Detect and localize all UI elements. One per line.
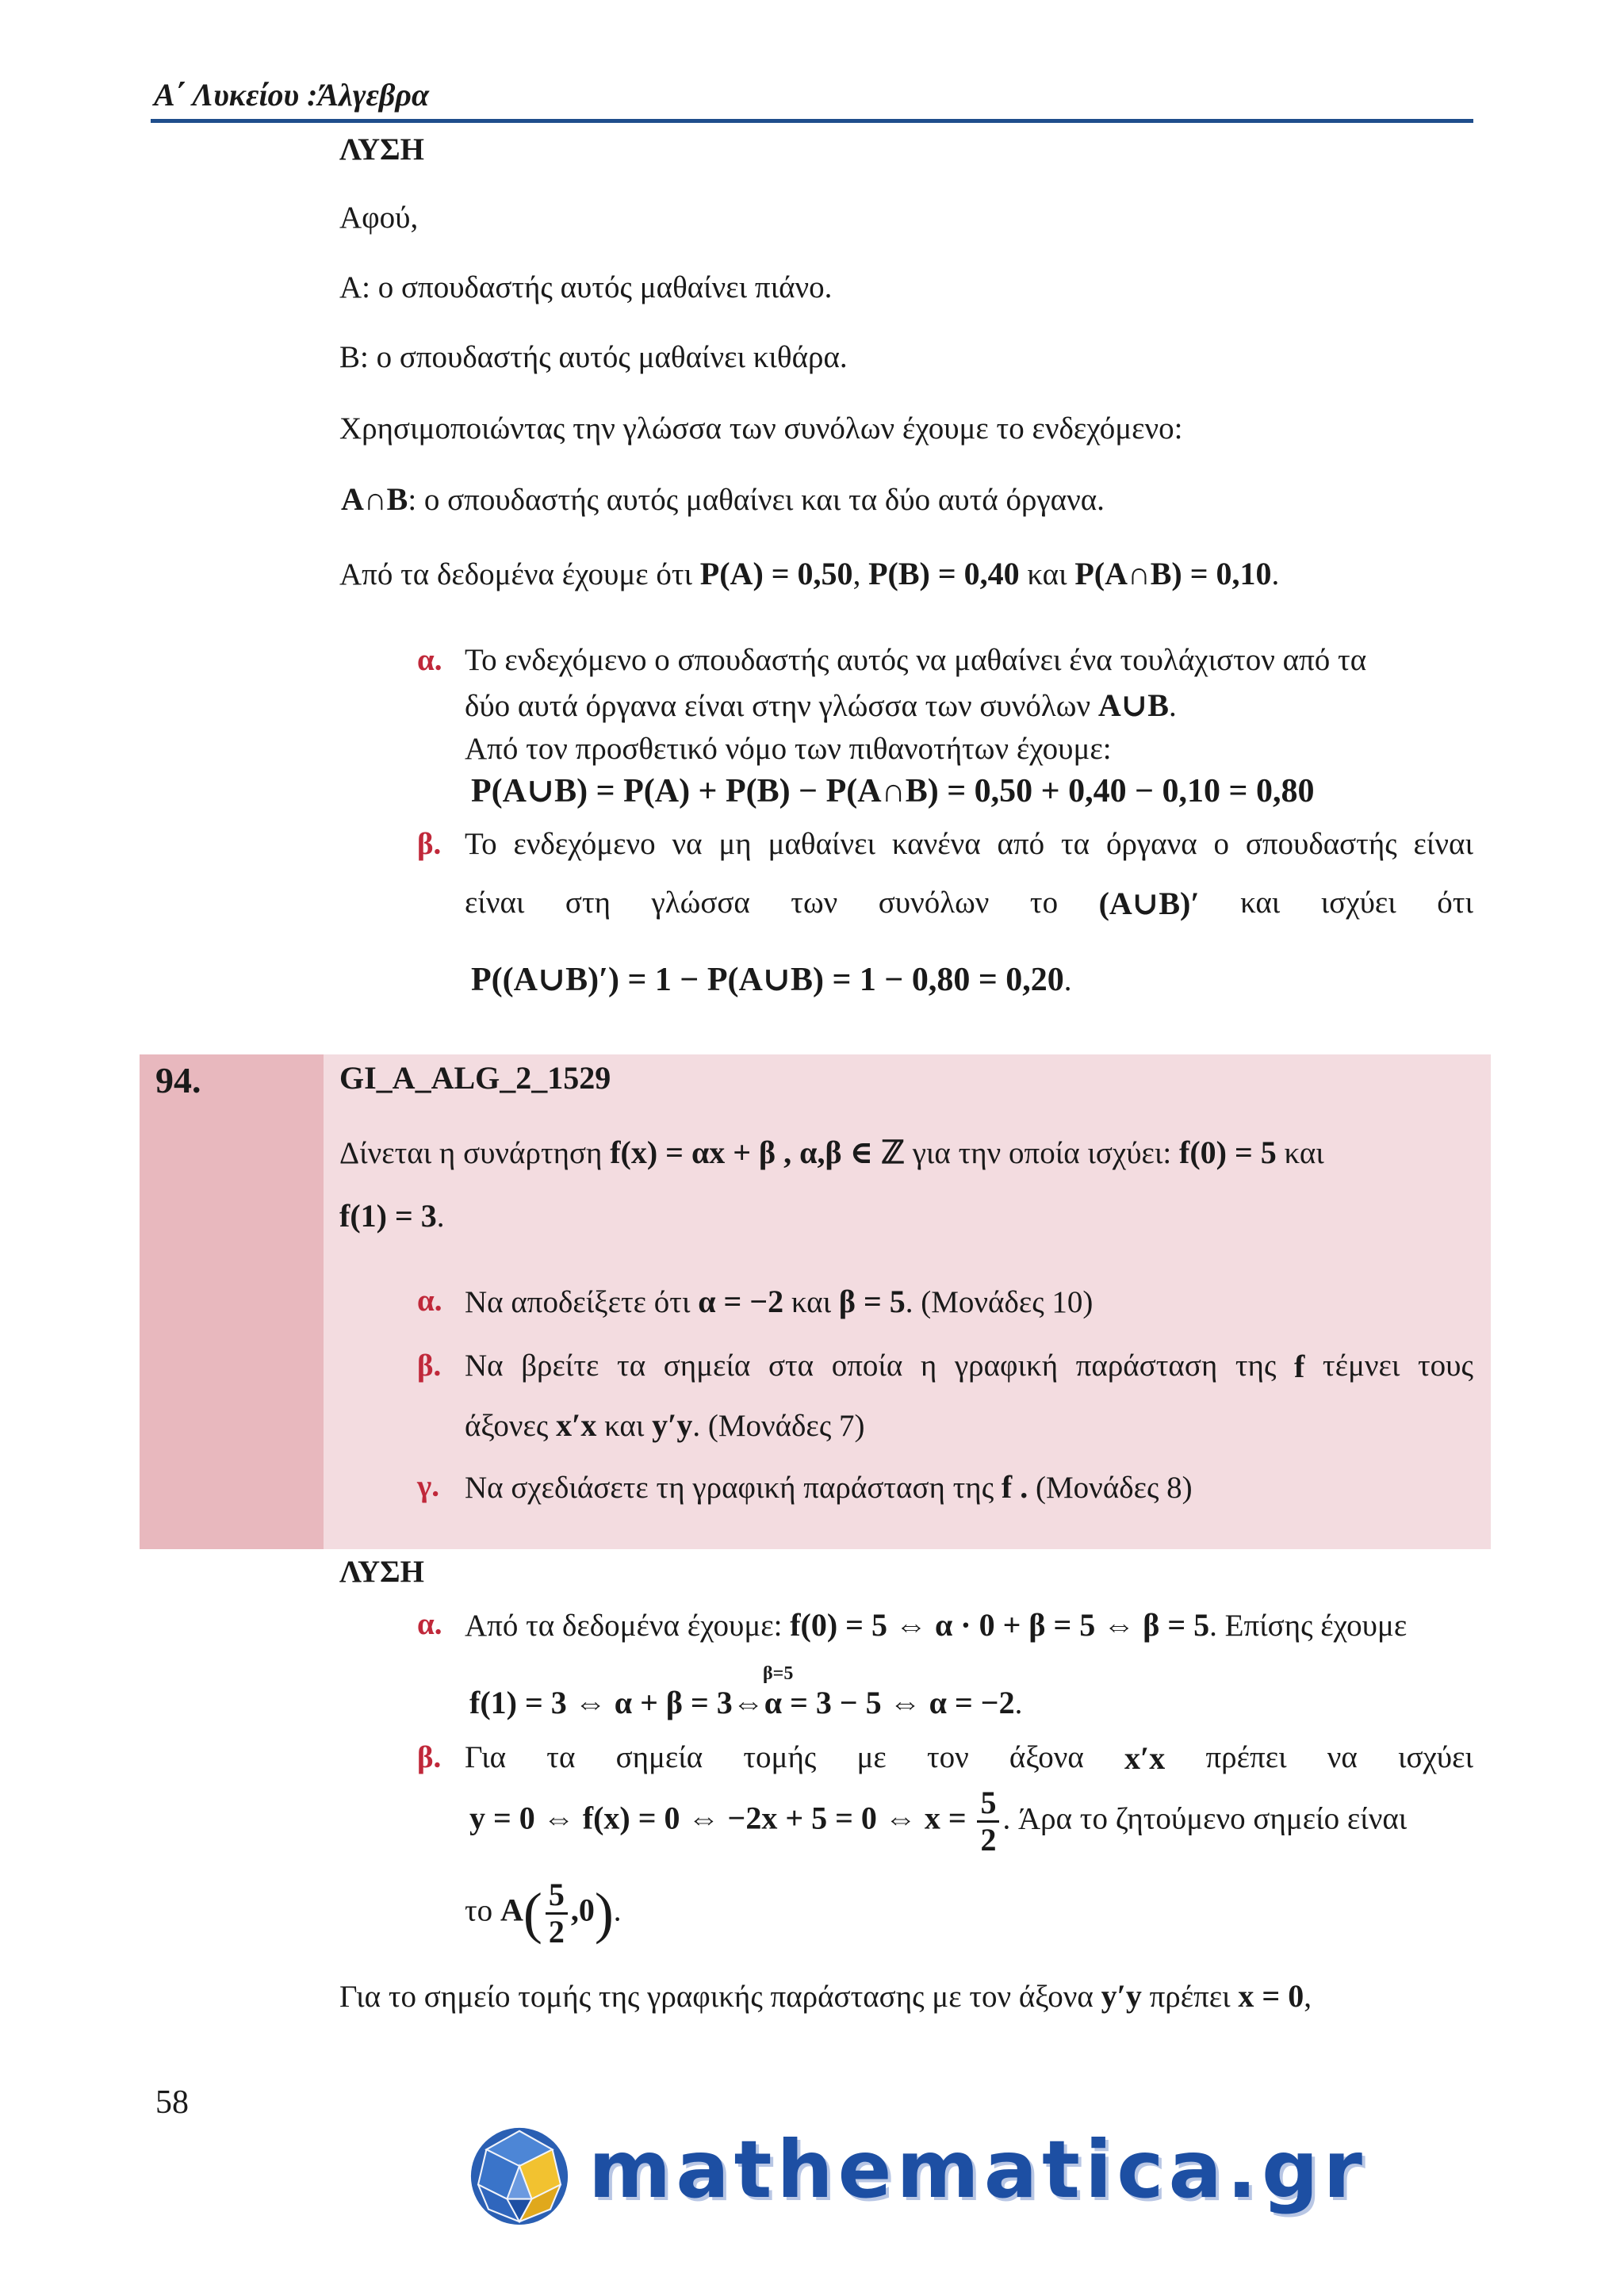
text-span: Από τα δεδομένα έχουμε ότι <box>339 557 693 591</box>
paren-open: ( <box>523 1881 542 1945</box>
fraction-denominator: 2 <box>980 1822 997 1858</box>
word: το <box>1029 886 1059 920</box>
problem-number-column <box>140 1054 324 1549</box>
text-span: και <box>604 1409 645 1443</box>
math-expression: f(0) = 5 ⇔ α · 0 + β = 5 ⇔ β = 5 <box>790 1607 1210 1643</box>
word: συνόλων <box>878 886 990 920</box>
math-expression: ⇔α = 3 − 5 ⇔ α = −2 <box>732 1685 1015 1720</box>
item-label: β. <box>417 1349 442 1383</box>
icosahedron-logo-icon <box>468 2125 571 2228</box>
problem-code: GI_A_ALG_2_1529 <box>339 1060 611 1096</box>
math-expression: f <box>1293 1349 1305 1384</box>
word: είναι <box>1413 827 1473 861</box>
problem-line <box>339 1197 445 1234</box>
text-span: δύο αυτά όργανα είναι στην γλώσσα των συνόλων <box>465 689 1091 723</box>
problem-line <box>465 1283 1093 1320</box>
item-label: β. <box>417 827 442 861</box>
text-span: το <box>465 1893 493 1928</box>
word: άξονα <box>1009 1740 1084 1774</box>
solution-line: Το ενδεχόμενο ο σπουδαστής αυτός να μαθαίνει ένα τουλάχιστον από τα <box>465 643 1367 677</box>
math-expression: Α∩Β <box>341 481 408 517</box>
text-span: . Επίσης έχουμε <box>1209 1609 1408 1643</box>
math-expression: A <box>500 1892 523 1928</box>
solution-line <box>465 687 1177 724</box>
page-number: 58 <box>155 2084 189 2121</box>
math-expression: f(x) = αx + β , α,β ∈ ℤ <box>610 1135 905 1170</box>
justified-line <box>465 885 1473 922</box>
solution-line: Β: ο σπουδαστής αυτός μαθαίνει κιθάρα. <box>339 340 848 374</box>
word: σημεία <box>663 1349 751 1383</box>
word: όργανα <box>1105 827 1197 861</box>
text-span: και <box>1284 1136 1324 1170</box>
word: Το <box>465 827 497 861</box>
paren-close: ) <box>594 1881 614 1945</box>
logo-text: mathematica.gr <box>588 2123 1367 2216</box>
solution-line: Από τον προσθετικό νόμο των πιθανοτήτων έχουμε: <box>465 732 1112 766</box>
word: ο <box>1213 827 1229 861</box>
word: και <box>1240 886 1281 920</box>
word: της <box>1235 1349 1277 1383</box>
math-expression: α = −2 <box>698 1284 784 1319</box>
word: Να <box>465 1349 504 1383</box>
item-label: α. <box>417 1607 442 1641</box>
problem-line <box>339 1134 1324 1171</box>
item-label: α. <box>417 643 442 677</box>
math-expression: y = 0 ⇔ f(x) = 0 ⇔ −2x + 5 = 0 ⇔ x = <box>469 1800 967 1836</box>
math-expression: x′x <box>556 1407 597 1443</box>
item-label: γ. <box>417 1469 439 1503</box>
text-span: Να σχεδιάσετε τη γραφική παράσταση της <box>465 1471 994 1505</box>
text-span: . (Μονάδες 7) <box>692 1409 865 1443</box>
text-span: πρέπει <box>1149 1980 1231 2014</box>
solution-line <box>471 959 1072 999</box>
problem-line <box>465 1406 865 1444</box>
word: μαθαίνει <box>768 827 875 861</box>
math-expression: (A∪B)′ <box>1098 886 1200 921</box>
word: των <box>791 886 838 920</box>
text-span: . <box>1271 557 1280 591</box>
word: τέμνει <box>1322 1349 1400 1383</box>
math-expression: y′y <box>652 1407 693 1443</box>
math-expression: f(0) = 5 <box>1179 1135 1277 1170</box>
text-span: . (Μονάδες 10) <box>905 1285 1094 1319</box>
math-expression: f . <box>1001 1469 1028 1505</box>
text-span: , <box>852 557 861 591</box>
word: τα <box>546 1740 576 1774</box>
text-span: . Άρα το ζητούμενο σημείο είναι <box>1002 1801 1408 1836</box>
solution-line: Αφού, <box>339 201 419 235</box>
text-span: (Μονάδες 8) <box>1035 1471 1193 1505</box>
text-span: άξονες <box>465 1409 549 1443</box>
fraction-numerator: 5 <box>977 1787 999 1823</box>
word: παράσταση <box>1075 1349 1218 1383</box>
math-expression: y′y <box>1101 1978 1142 2014</box>
word: μη <box>718 827 752 861</box>
solution-line <box>341 480 1105 518</box>
justified-line <box>465 1348 1473 1385</box>
word: ότι <box>1437 886 1473 920</box>
text-span: Να αποδείξετε ότι <box>465 1285 691 1319</box>
word: ισχύει <box>1397 1740 1473 1774</box>
word: πρέπει <box>1205 1740 1287 1774</box>
text-span: : ο σπουδαστής αυτός μαθαίνει και τα δύο αυτά όργανα. <box>408 483 1105 517</box>
solution-heading: ΛΥΣΗ <box>339 132 424 166</box>
word: είναι <box>465 886 525 920</box>
math-expression: ,0 <box>570 1892 595 1928</box>
word: τα <box>617 1349 646 1383</box>
word: κανένα <box>891 827 981 861</box>
word: στα <box>768 1349 814 1383</box>
text-span: και <box>791 1285 832 1319</box>
word: στη <box>565 886 611 920</box>
math-expression: P(B) = 0,40 <box>868 556 1020 591</box>
fraction-denominator: 2 <box>548 1914 565 1950</box>
math-expression: P(A∩B) = 0,10 <box>1074 556 1272 591</box>
justified-line <box>465 1739 1473 1777</box>
word: γραφική <box>954 1349 1059 1383</box>
solution-line <box>339 555 1279 592</box>
solution-line <box>465 1879 622 1948</box>
word: τους <box>1417 1349 1473 1383</box>
problem-line <box>465 1468 1193 1506</box>
solution-line: Α: ο σπουδαστής αυτός μαθαίνει πιάνο. <box>339 270 833 304</box>
solution-line <box>339 1977 1312 2015</box>
word: οποία <box>831 1349 903 1383</box>
item-label: α. <box>417 1284 442 1318</box>
word: τον <box>926 1740 969 1774</box>
fraction <box>546 1879 568 1948</box>
document-header: Α΄ Λυκείου :Άλγεβρα <box>154 77 430 113</box>
text-span: , <box>1304 1980 1312 2014</box>
solution-line <box>469 1684 1022 1721</box>
over-annotation: β=5 <box>763 1663 794 1684</box>
text-span: για την οποία ισχύει: <box>912 1136 1172 1170</box>
text-span: . <box>1168 689 1177 723</box>
text-span: . <box>613 1893 622 1928</box>
text-span: . <box>1014 1686 1023 1720</box>
text-span: . <box>1063 963 1072 997</box>
fraction <box>977 1787 999 1856</box>
word: από <box>997 827 1045 861</box>
word: με <box>856 1740 887 1774</box>
header-rule <box>151 119 1473 123</box>
solution-line <box>469 1787 1407 1856</box>
solution-line <box>465 1606 1407 1644</box>
solution-line: Χρησιμοποιώντας την γλώσσα των συνόλων έχουμε το ενδεχόμενο: <box>339 411 1183 446</box>
text-span: και <box>1027 557 1067 591</box>
word: η <box>920 1349 937 1383</box>
word: τομής <box>743 1740 817 1774</box>
math-expression: P((A∪B)′) = 1 − P(A∪B) = 1 − 0,80 = 0,20 <box>471 962 1064 998</box>
word: τα <box>1060 827 1090 861</box>
word: γλώσσα <box>651 886 750 920</box>
word: βρείτε <box>521 1349 599 1383</box>
math-expression: f(1) = 3 ⇔ α + β = 3 <box>469 1685 733 1720</box>
text-span: . <box>436 1200 445 1234</box>
word: να <box>672 827 703 861</box>
math-expression: x′x <box>1124 1740 1166 1776</box>
word: να <box>1327 1740 1358 1774</box>
justified-line <box>465 826 1473 862</box>
fraction-numerator: 5 <box>546 1879 568 1915</box>
item-label: β. <box>417 1740 442 1774</box>
problem-number: 94. <box>155 1060 201 1100</box>
math-expression: f(1) = 3 <box>339 1198 437 1234</box>
math-expression: P(A) = 0,50 <box>699 556 853 591</box>
solution-heading: ΛΥΣΗ <box>339 1555 424 1589</box>
math-expression: Α∪Β <box>1097 687 1169 723</box>
text-span: Για το σημείο τομής της γραφικής παράστασης με τον άξονα <box>339 1980 1094 2014</box>
text-span: Δίνεται η συνάρτηση <box>339 1136 603 1170</box>
math-expression: β = 5 <box>838 1284 906 1319</box>
math-expression: x = 0 <box>1238 1978 1304 2014</box>
math-expression: P(A∪B) = P(A) + P(B) − P(A∩B) = 0,50 + 0,40 − 0,10 = 0,80 <box>471 773 1315 809</box>
word: σημεία <box>615 1740 703 1774</box>
word: Για <box>465 1740 507 1774</box>
word: ισχύει <box>1320 886 1396 920</box>
word: σπουδαστής <box>1245 827 1397 861</box>
word: ενδεχόμενο <box>513 827 656 861</box>
text-span: Από τα δεδομένα έχουμε: <box>465 1609 783 1643</box>
